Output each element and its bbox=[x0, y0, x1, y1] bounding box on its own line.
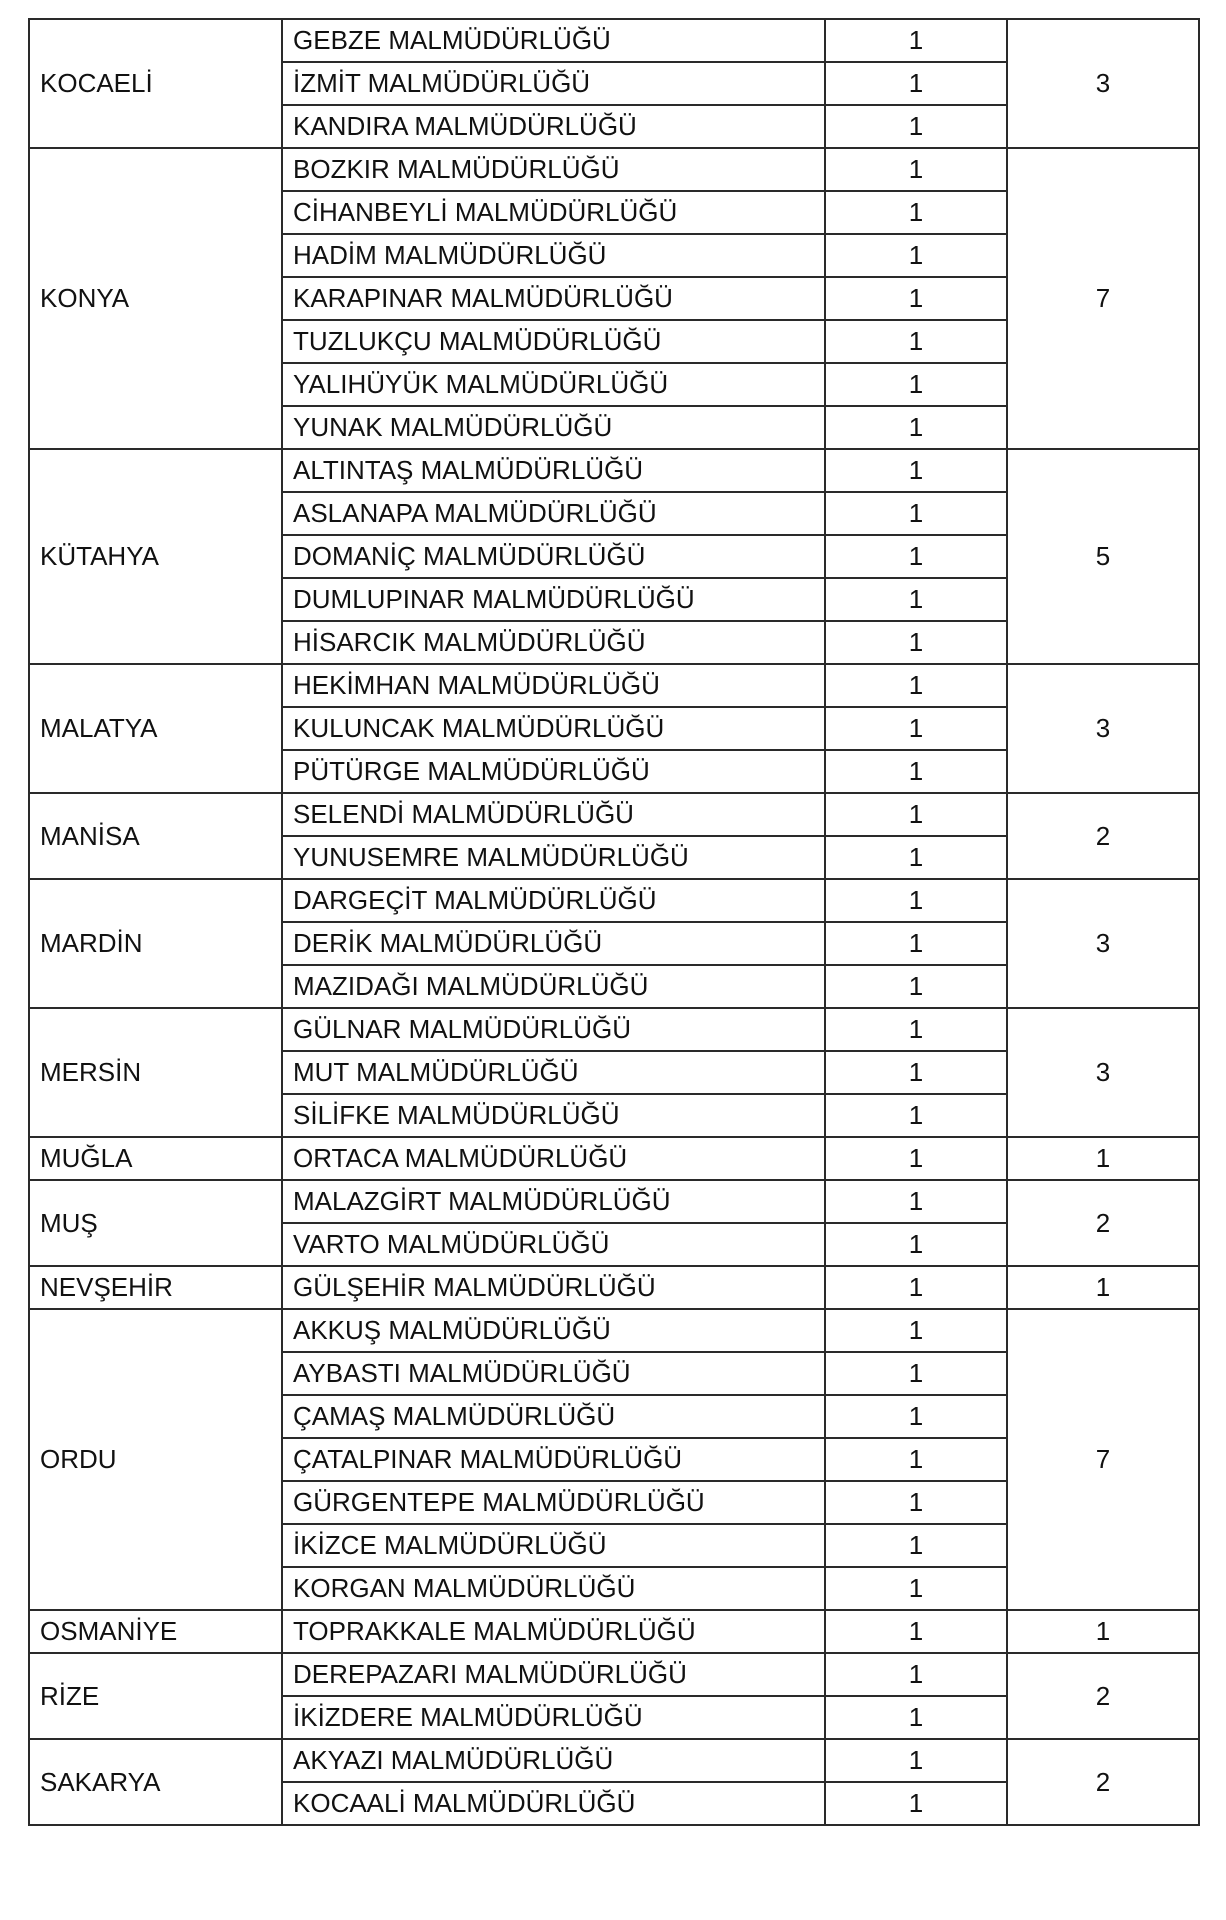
province-name: ORDU bbox=[29, 1309, 282, 1610]
office-name: KANDIRA MALMÜDÜRLÜĞÜ bbox=[282, 105, 825, 148]
office-count: 1 bbox=[825, 1180, 1007, 1223]
office-count: 1 bbox=[825, 1223, 1007, 1266]
office-count: 1 bbox=[825, 793, 1007, 836]
province-total: 2 bbox=[1007, 1653, 1199, 1739]
office-count: 1 bbox=[825, 879, 1007, 922]
table-row bbox=[29, 793, 1199, 836]
province-total: 3 bbox=[1007, 664, 1199, 793]
office-count: 1 bbox=[825, 965, 1007, 1008]
province-total: 5 bbox=[1007, 449, 1199, 664]
province-total: 3 bbox=[1007, 879, 1199, 1008]
office-name: DUMLUPINAR MALMÜDÜRLÜĞÜ bbox=[282, 578, 825, 621]
office-name: ASLANAPA MALMÜDÜRLÜĞÜ bbox=[282, 492, 825, 535]
office-name: MALAZGİRT MALMÜDÜRLÜĞÜ bbox=[282, 1180, 825, 1223]
province-total: 3 bbox=[1007, 19, 1199, 148]
office-name: ORTACA MALMÜDÜRLÜĞÜ bbox=[282, 1137, 825, 1180]
office-count: 1 bbox=[825, 1696, 1007, 1739]
province-name: MUĞLA bbox=[29, 1137, 282, 1180]
office-name: ALTINTAŞ MALMÜDÜRLÜĞÜ bbox=[282, 449, 825, 492]
office-count: 1 bbox=[825, 1481, 1007, 1524]
province-total: 2 bbox=[1007, 1739, 1199, 1825]
office-name: İZMİT MALMÜDÜRLÜĞÜ bbox=[282, 62, 825, 105]
table-row bbox=[29, 1610, 1199, 1653]
office-name: AKKUŞ MALMÜDÜRLÜĞÜ bbox=[282, 1309, 825, 1352]
office-name: DEREPAZARI MALMÜDÜRLÜĞÜ bbox=[282, 1653, 825, 1696]
province-total: 2 bbox=[1007, 793, 1199, 879]
office-count: 1 bbox=[825, 707, 1007, 750]
office-count: 1 bbox=[825, 234, 1007, 277]
office-count: 1 bbox=[825, 1524, 1007, 1567]
office-count: 1 bbox=[825, 105, 1007, 148]
office-count: 1 bbox=[825, 1395, 1007, 1438]
office-count: 1 bbox=[825, 621, 1007, 664]
province-total: 2 bbox=[1007, 1180, 1199, 1266]
office-name: MAZIDAĞI MALMÜDÜRLÜĞÜ bbox=[282, 965, 825, 1008]
province-total: 1 bbox=[1007, 1137, 1199, 1180]
office-name: BOZKIR MALMÜDÜRLÜĞÜ bbox=[282, 148, 825, 191]
table-row bbox=[29, 1653, 1199, 1696]
province-total: 3 bbox=[1007, 1008, 1199, 1137]
province-name: KOCAELİ bbox=[29, 19, 282, 148]
office-count: 1 bbox=[825, 750, 1007, 793]
office-count: 1 bbox=[825, 1782, 1007, 1825]
table-body bbox=[29, 19, 1199, 1825]
office-name: KORGAN MALMÜDÜRLÜĞÜ bbox=[282, 1567, 825, 1610]
office-count: 1 bbox=[825, 1137, 1007, 1180]
office-count: 1 bbox=[825, 363, 1007, 406]
office-table bbox=[28, 18, 1200, 1826]
office-count: 1 bbox=[825, 1051, 1007, 1094]
office-name: AKYAZI MALMÜDÜRLÜĞÜ bbox=[282, 1739, 825, 1782]
province-total: 7 bbox=[1007, 148, 1199, 449]
office-count: 1 bbox=[825, 62, 1007, 105]
province-name: SAKARYA bbox=[29, 1739, 282, 1825]
office-count: 1 bbox=[825, 1610, 1007, 1653]
office-count: 1 bbox=[825, 1266, 1007, 1309]
office-count: 1 bbox=[825, 1309, 1007, 1352]
province-name: MALATYA bbox=[29, 664, 282, 793]
office-name: YALIHÜYÜK MALMÜDÜRLÜĞÜ bbox=[282, 363, 825, 406]
office-name: DARGEÇİT MALMÜDÜRLÜĞÜ bbox=[282, 879, 825, 922]
province-name: RİZE bbox=[29, 1653, 282, 1739]
province-name: KONYA bbox=[29, 148, 282, 449]
table-row bbox=[29, 879, 1199, 922]
office-name: TUZLUKÇU MALMÜDÜRLÜĞÜ bbox=[282, 320, 825, 363]
office-name: HEKİMHAN MALMÜDÜRLÜĞÜ bbox=[282, 664, 825, 707]
office-name: YUNUSEMRE MALMÜDÜRLÜĞÜ bbox=[282, 836, 825, 879]
office-count: 1 bbox=[825, 492, 1007, 535]
office-count: 1 bbox=[825, 148, 1007, 191]
table-row bbox=[29, 148, 1199, 191]
office-count: 1 bbox=[825, 1739, 1007, 1782]
office-name: YUNAK MALMÜDÜRLÜĞÜ bbox=[282, 406, 825, 449]
province-name: MANİSA bbox=[29, 793, 282, 879]
office-name: İKİZCE MALMÜDÜRLÜĞÜ bbox=[282, 1524, 825, 1567]
office-name: CİHANBEYLİ MALMÜDÜRLÜĞÜ bbox=[282, 191, 825, 234]
office-name: GÜLNAR MALMÜDÜRLÜĞÜ bbox=[282, 1008, 825, 1051]
table-row bbox=[29, 1739, 1199, 1782]
office-count: 1 bbox=[825, 1438, 1007, 1481]
province-total: 1 bbox=[1007, 1610, 1199, 1653]
office-count: 1 bbox=[825, 664, 1007, 707]
province-name: MARDİN bbox=[29, 879, 282, 1008]
office-count: 1 bbox=[825, 449, 1007, 492]
office-name: GEBZE MALMÜDÜRLÜĞÜ bbox=[282, 19, 825, 62]
office-count: 1 bbox=[825, 406, 1007, 449]
office-count: 1 bbox=[825, 535, 1007, 578]
office-name: SİLİFKE MALMÜDÜRLÜĞÜ bbox=[282, 1094, 825, 1137]
office-count: 1 bbox=[825, 1008, 1007, 1051]
province-name: OSMANİYE bbox=[29, 1610, 282, 1653]
office-count: 1 bbox=[825, 1567, 1007, 1610]
office-count: 1 bbox=[825, 191, 1007, 234]
office-name: HİSARCIK MALMÜDÜRLÜĞÜ bbox=[282, 621, 825, 664]
office-name: KOCAALİ MALMÜDÜRLÜĞÜ bbox=[282, 1782, 825, 1825]
office-name: GÜLŞEHİR MALMÜDÜRLÜĞÜ bbox=[282, 1266, 825, 1309]
office-name: ÇAMAŞ MALMÜDÜRLÜĞÜ bbox=[282, 1395, 825, 1438]
office-name: KULUNCAK MALMÜDÜRLÜĞÜ bbox=[282, 707, 825, 750]
office-name: TOPRAKKALE MALMÜDÜRLÜĞÜ bbox=[282, 1610, 825, 1653]
office-name: SELENDİ MALMÜDÜRLÜĞÜ bbox=[282, 793, 825, 836]
office-name: GÜRGENTEPE MALMÜDÜRLÜĞÜ bbox=[282, 1481, 825, 1524]
office-count: 1 bbox=[825, 1094, 1007, 1137]
table-row bbox=[29, 1137, 1199, 1180]
table-row bbox=[29, 1266, 1199, 1309]
office-count: 1 bbox=[825, 1352, 1007, 1395]
table-row bbox=[29, 19, 1199, 62]
office-name: ÇATALPINAR MALMÜDÜRLÜĞÜ bbox=[282, 1438, 825, 1481]
office-name: HADİM MALMÜDÜRLÜĞÜ bbox=[282, 234, 825, 277]
office-name: VARTO MALMÜDÜRLÜĞÜ bbox=[282, 1223, 825, 1266]
table-row bbox=[29, 1008, 1199, 1051]
province-total: 7 bbox=[1007, 1309, 1199, 1610]
province-name: MERSİN bbox=[29, 1008, 282, 1137]
office-count: 1 bbox=[825, 320, 1007, 363]
office-name: MUT MALMÜDÜRLÜĞÜ bbox=[282, 1051, 825, 1094]
province-total: 1 bbox=[1007, 1266, 1199, 1309]
province-name: KÜTAHYA bbox=[29, 449, 282, 664]
office-count: 1 bbox=[825, 1653, 1007, 1696]
province-name: MUŞ bbox=[29, 1180, 282, 1266]
table-row bbox=[29, 1180, 1199, 1223]
office-name: AYBASTI MALMÜDÜRLÜĞÜ bbox=[282, 1352, 825, 1395]
office-name: PÜTÜRGE MALMÜDÜRLÜĞÜ bbox=[282, 750, 825, 793]
office-count: 1 bbox=[825, 19, 1007, 62]
office-name: DERİK MALMÜDÜRLÜĞÜ bbox=[282, 922, 825, 965]
table-row bbox=[29, 449, 1199, 492]
office-name: İKİZDERE MALMÜDÜRLÜĞÜ bbox=[282, 1696, 825, 1739]
table-row bbox=[29, 1309, 1199, 1352]
office-count: 1 bbox=[825, 578, 1007, 621]
office-name: DOMANİÇ MALMÜDÜRLÜĞÜ bbox=[282, 535, 825, 578]
office-count: 1 bbox=[825, 277, 1007, 320]
office-count: 1 bbox=[825, 922, 1007, 965]
province-name: NEVŞEHİR bbox=[29, 1266, 282, 1309]
table-row bbox=[29, 664, 1199, 707]
office-count: 1 bbox=[825, 836, 1007, 879]
office-name: KARAPINAR MALMÜDÜRLÜĞÜ bbox=[282, 277, 825, 320]
